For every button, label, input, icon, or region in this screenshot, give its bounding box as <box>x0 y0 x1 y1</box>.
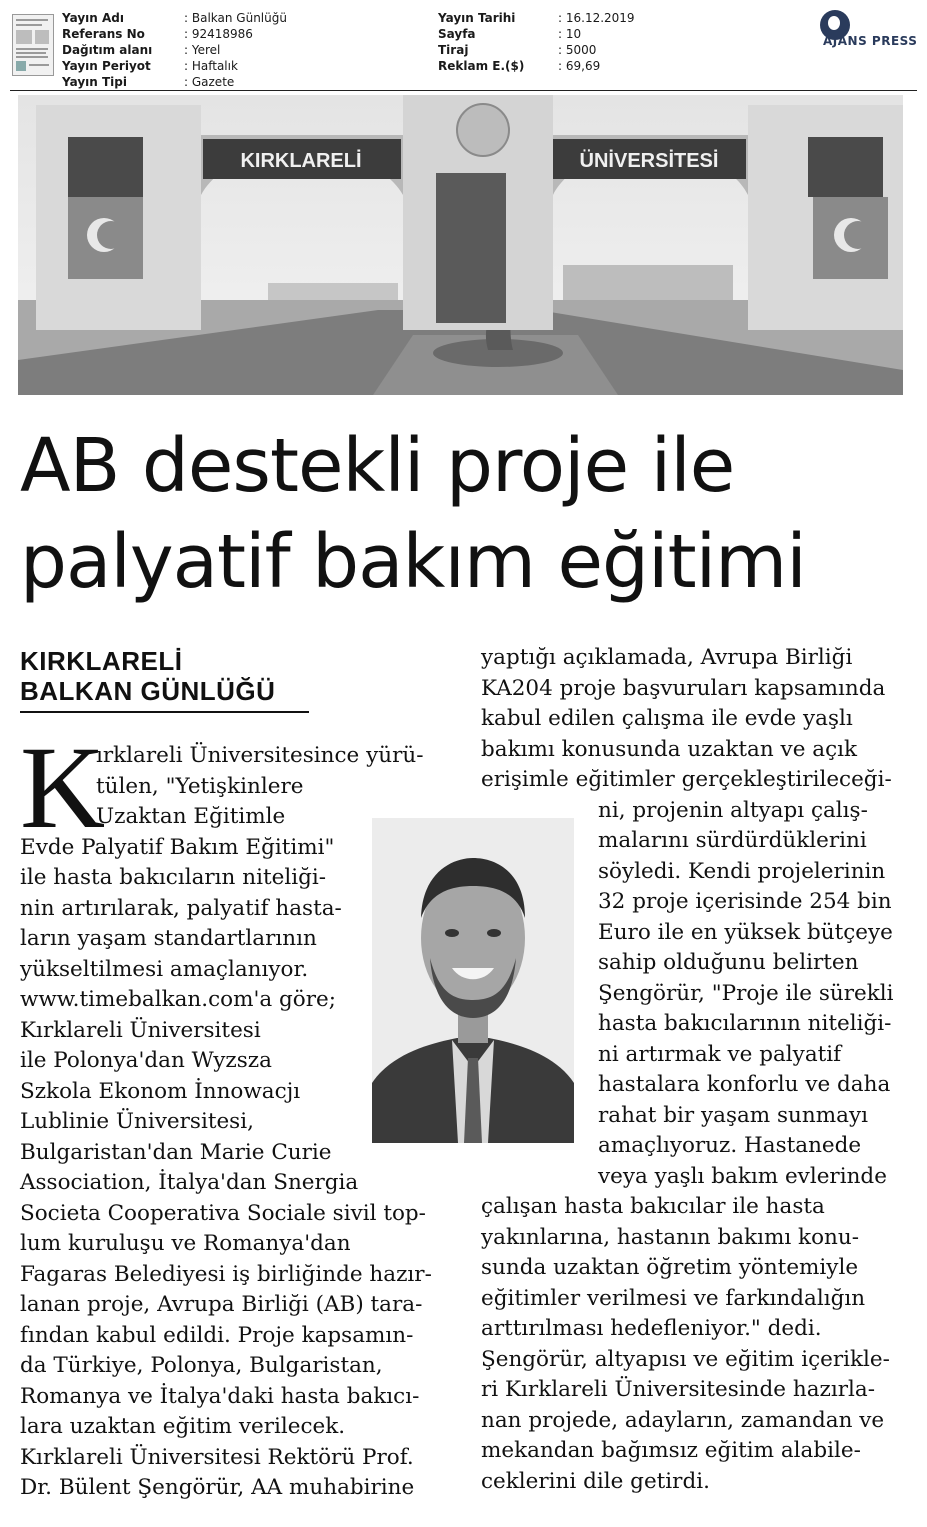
text-line: amaçlıyoruz. Hastanede <box>598 1133 862 1158</box>
meta-left-values <box>184 10 287 90</box>
text-line: eğitimler verilmesi ve farkındalığın <box>481 1285 866 1311</box>
text-line: www.timebalkan.com'a göre; <box>20 987 336 1012</box>
text-line: Evde Palyatif Bakım Eğitimi" <box>20 834 335 860</box>
text-line: malarını sürdürdüklerini <box>598 828 867 853</box>
meta-value: : 10 <box>558 27 582 41</box>
meta-right-labels <box>438 10 524 74</box>
text-line: mekandan bağımsız eğitim alabile- <box>481 1438 861 1463</box>
meta-label: Yayın Periyot <box>62 59 151 73</box>
headline-line: AB destekli proje ile <box>20 423 735 509</box>
meta-label: Yayın Tarihi <box>438 11 516 25</box>
article-headline <box>20 418 920 610</box>
text-line: Uzaktan Eğitimle <box>96 804 286 829</box>
column-1-body <box>20 833 432 1504</box>
meta-value: : 92418986 <box>184 27 253 41</box>
byline-line: KIRKLARELİ <box>20 646 183 676</box>
logo-text: AJANS PRESS <box>823 34 918 48</box>
meta-value: : 69,69 <box>558 59 601 73</box>
text-line: ni artırmak ve palyatif <box>598 1041 842 1067</box>
text-line: Kırklareli Üniversitesi Rektörü Prof. <box>20 1444 414 1470</box>
meta-value: : Balkan Günlüğü <box>184 11 287 25</box>
text-line: ırklareli Üniversitesince yürü- <box>96 743 424 768</box>
text-line: ile hasta bakıcıların niteliği- <box>20 865 326 890</box>
text-line: Dr. Bülent Şengörür, AA muhabirine <box>20 1475 415 1500</box>
drop-cap: K <box>20 722 106 853</box>
text-line: 32 proje içerisinde 254 bin <box>598 889 892 914</box>
meta-value: : 5000 <box>558 43 597 57</box>
text-line: ni, projenin altyapı çalış- <box>598 797 868 823</box>
text-line: çalışan hasta bakıcılar ile hasta <box>481 1194 825 1219</box>
text-line: kabul edilen çalışma ile evde yaşlı <box>481 706 853 731</box>
newspaper-thumbnail <box>12 14 54 76</box>
meta-label: Reklam E.($) <box>438 59 525 73</box>
meta-value: : Gazete <box>184 75 235 89</box>
text-line: sunda uzaktan öğretim yöntemiyle <box>481 1255 859 1280</box>
text-line: ların yaşam standartlarının <box>20 926 317 951</box>
text-line: ri Kırklareli Üniversitesinde hazırla- <box>481 1377 875 1402</box>
text-line: yükseltilmesi amaçlanıyor. <box>20 956 309 982</box>
gate-sign-left: KIRKLARELİ <box>240 150 362 172</box>
text-line: lara uzaktan eğitim verilecek. <box>20 1414 346 1439</box>
text-line: söyledi. Kendi projelerinin <box>598 858 886 884</box>
meta-value: : 16.12.2019 <box>558 11 635 25</box>
text-line: Şengörür, "Proje ile sürekli <box>598 980 894 1006</box>
gate-sign-right: ÜNİVERSİTESİ <box>579 150 719 172</box>
text-line: arttırılması hedefleniyor." dedi. <box>481 1316 822 1341</box>
meta-left-labels <box>62 10 152 90</box>
text-line: ile Polonya'dan Wyzsza <box>20 1048 272 1073</box>
text-line: ceklerini dile getirdi. <box>481 1468 710 1494</box>
gate-illustration <box>18 95 903 395</box>
text-line: fından kabul edildi. Proje kapsamın- <box>20 1322 414 1348</box>
text-line: nin artırılarak, palyatif hasta- <box>20 895 342 921</box>
text-line: KA204 proje başvuruları kapsamında <box>481 675 886 701</box>
portrait-photo <box>372 818 574 1143</box>
headline-line: palyatif bakım eğitimi <box>20 519 806 605</box>
text-line: Societa Cooperativa Sociale sivil top- <box>20 1200 426 1226</box>
byline-line: BALKAN GÜNLÜĞÜ <box>20 676 276 706</box>
text-line: hasta bakıcılarının niteliği- <box>598 1011 892 1036</box>
text-line: Romanya ve İtalya'daki hasta bakıcı- <box>20 1383 420 1409</box>
text-line: bakımı konusunda uzaktan ve açık <box>481 736 858 762</box>
text-line: Bulgaristan'dan Marie Curie <box>20 1139 332 1165</box>
meta-label: Yayın Tipi <box>62 75 127 89</box>
column-2-wrap <box>598 796 894 1193</box>
text-line: veya yaşlı bakım evlerinde <box>598 1163 887 1189</box>
text-line: Association, İtalya'dan Snergia <box>20 1170 359 1195</box>
meta-label: Referans No <box>62 27 145 41</box>
meta-right-values <box>558 10 635 74</box>
text-line: Fagaras Belediyesi iş birliğinde hazır- <box>20 1261 432 1287</box>
meta-value: : Yerel <box>184 43 221 57</box>
text-line: lum kuruluşu ve Romanya'dan <box>20 1231 351 1256</box>
text-line: Şengörür, altyapısı ve eğitim içerikle- <box>481 1346 890 1372</box>
byline-underline <box>20 711 309 713</box>
campus-gate-photo <box>18 95 903 395</box>
text-line: nan projede, adayların, zamandan ve <box>481 1407 885 1433</box>
text-line: sahip olduğunu belirten <box>598 950 859 975</box>
portrait-illustration <box>372 818 574 1143</box>
column-2-bottom <box>481 1192 890 1497</box>
text-line: da Türkiye, Polonya, Bulgaristan, <box>20 1353 383 1378</box>
meta-value: : Haftalık <box>184 59 238 73</box>
text-line: tülen, "Yetişkinlere <box>96 773 304 799</box>
text-line: erişimle eğitimler gerçekleştirileceği- <box>481 767 892 792</box>
text-line: Kırklareli Üniversitesi <box>20 1017 261 1043</box>
meta-label: Tiraj <box>438 43 469 57</box>
text-line: lanan proje, Avrupa Birliği (AB) tara- <box>20 1292 423 1317</box>
meta-label: Yayın Adı <box>62 11 124 25</box>
text-line: yakınlarına, hastanın bakımı konu- <box>481 1224 859 1250</box>
text-line: Euro ile en yüksek bütçeye <box>598 919 893 945</box>
text-line: yaptığı açıklamada, Avrupa Birliği <box>481 645 853 670</box>
text-line: hastalara konforlu ve daha <box>598 1072 891 1097</box>
text-line: Lublinie Üniversitesi, <box>20 1109 254 1134</box>
column-2-top <box>481 643 892 796</box>
header-divider <box>10 90 917 91</box>
meta-label: Sayfa <box>438 27 476 41</box>
text-line: Szkola Ekonom İnnowacjı <box>20 1078 301 1104</box>
article-byline <box>20 646 275 706</box>
meta-label: Dağıtım alanı <box>62 43 153 57</box>
text-line: rahat bir yaşam sunmayı <box>598 1102 868 1128</box>
